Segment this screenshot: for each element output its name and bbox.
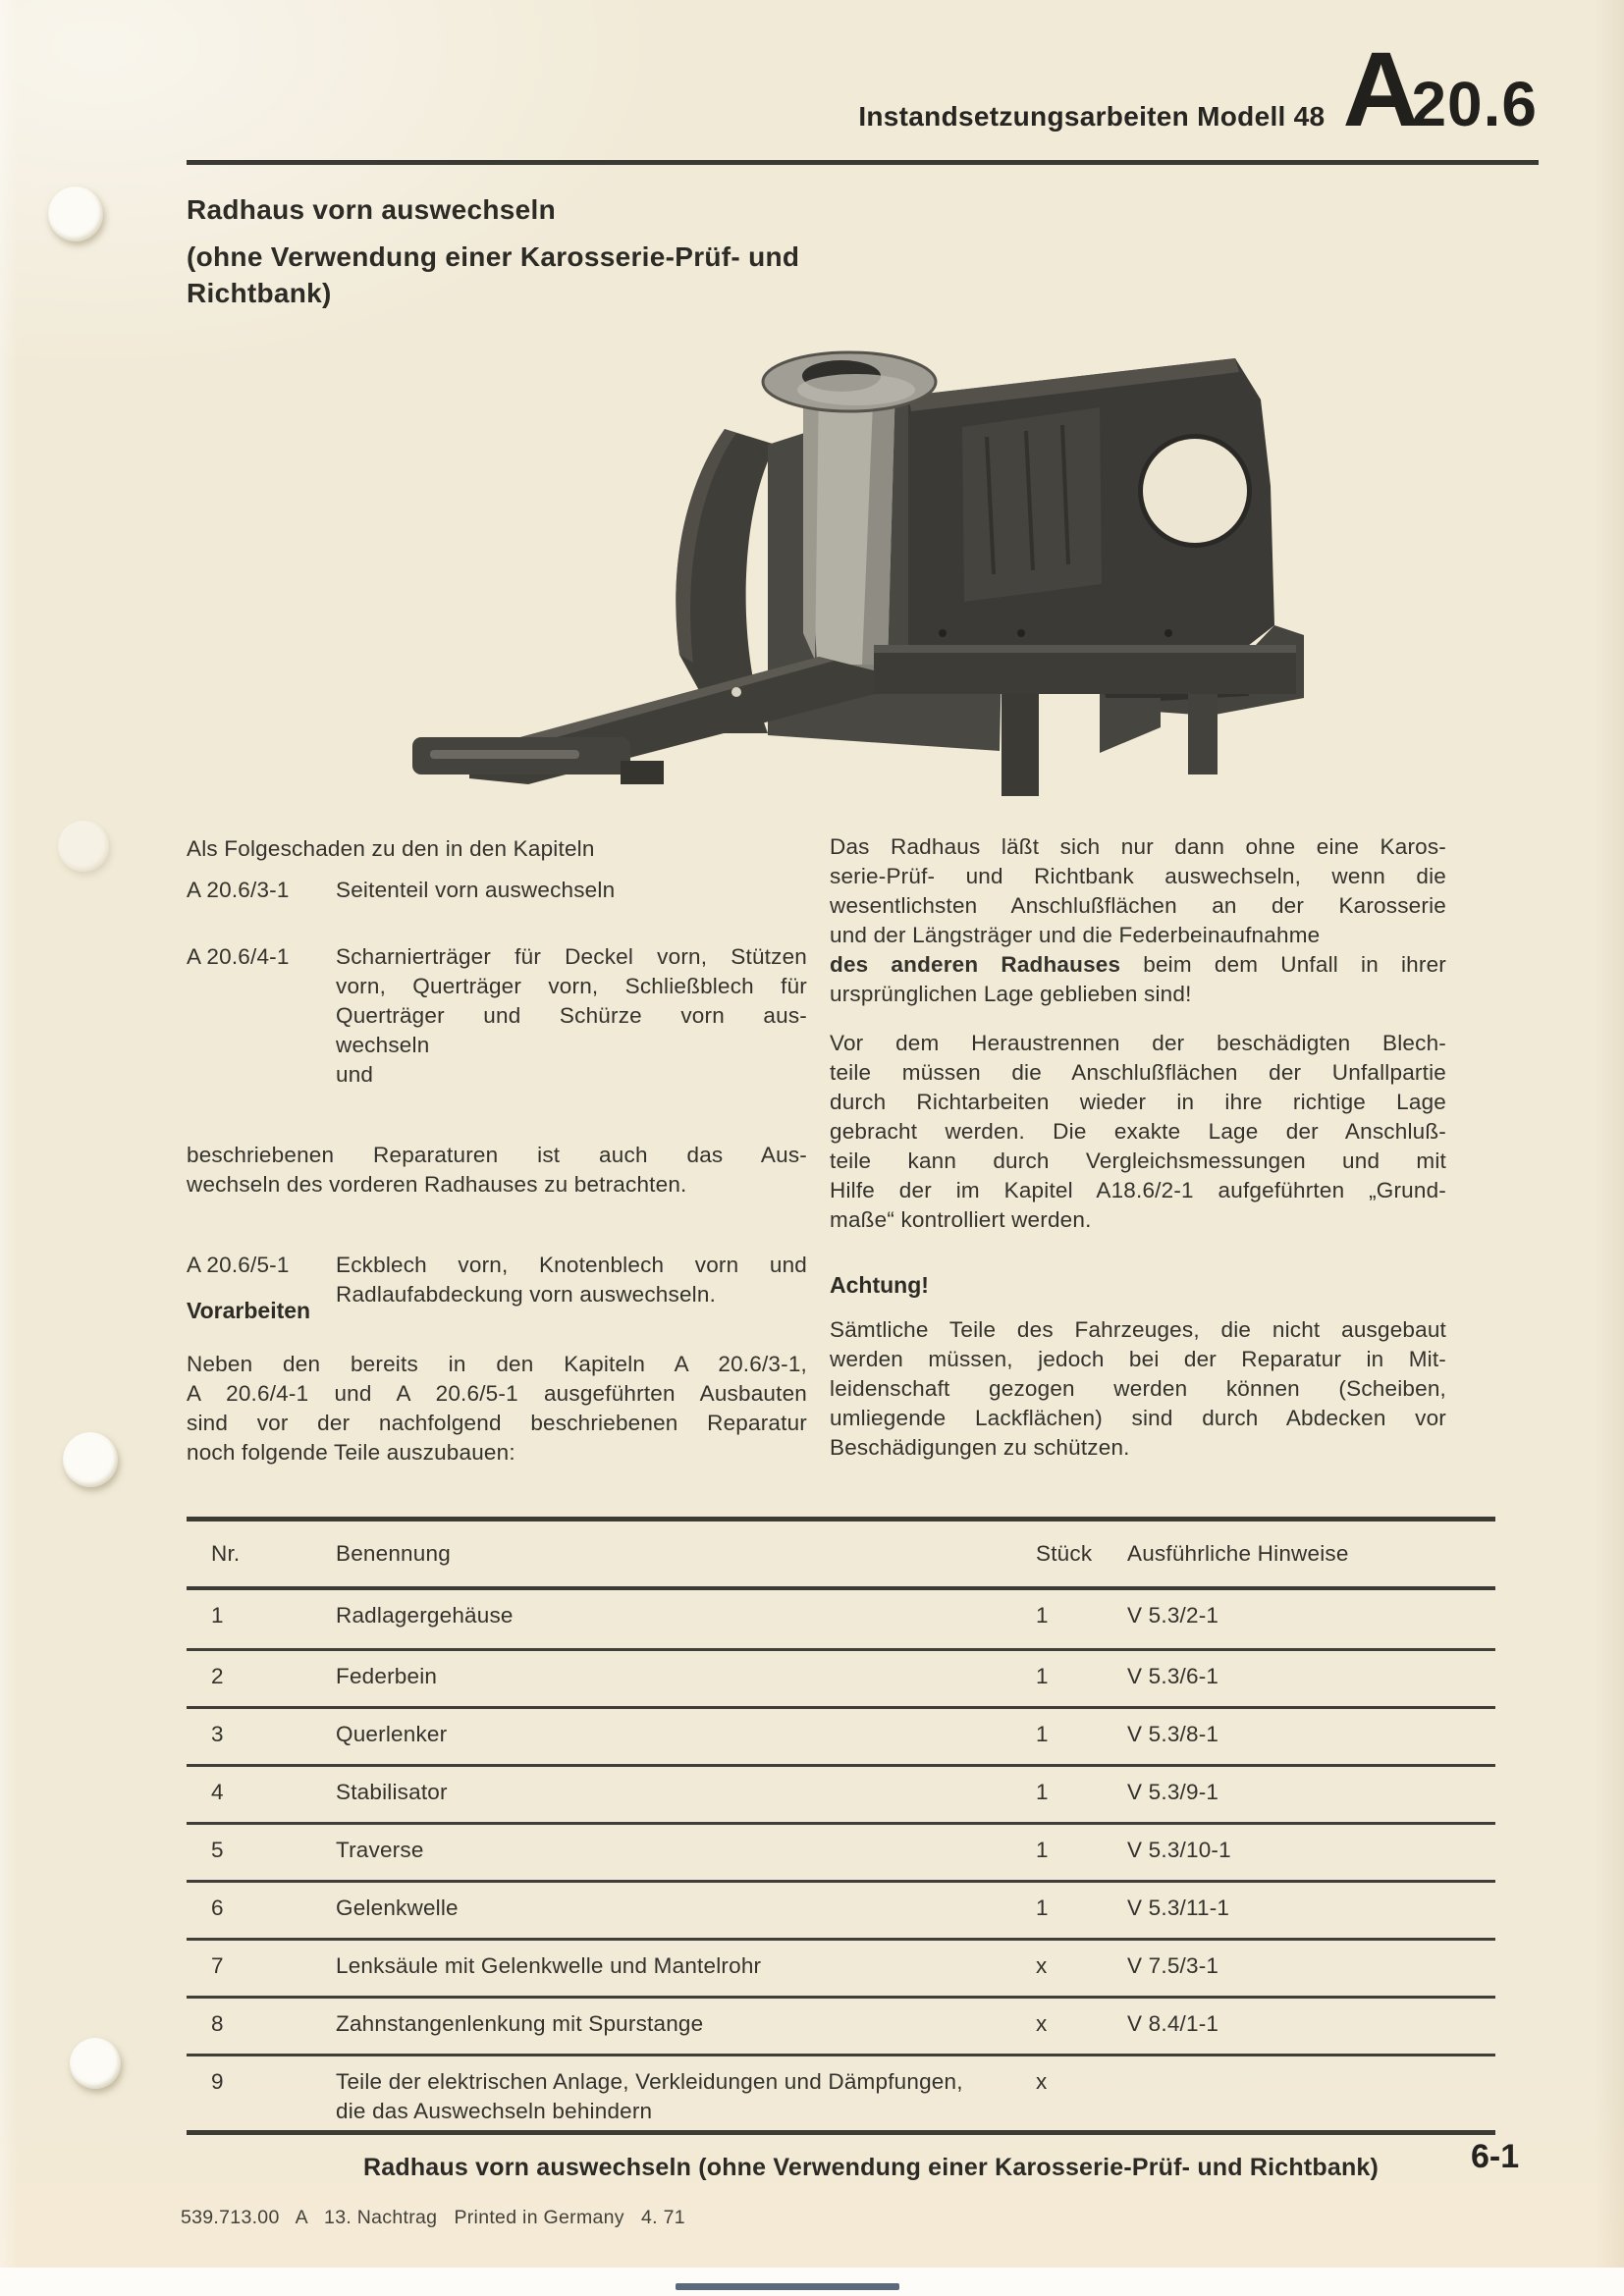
row-number: 2 — [211, 1664, 224, 1688]
reference-hint: V 5.3/9-1 — [1127, 1780, 1219, 1804]
part-name: Lenksäule mit Gelenkwelle und Mantelrohr — [336, 1953, 762, 1978]
chapter-text: Eckblech vorn, Knotenblech vorn und Radlaufabdeckung vorn auswechseln. — [336, 1253, 807, 1307]
part-name: Traverse — [336, 1838, 424, 1862]
chapter-ref: A 20.6/3-1 — [187, 878, 290, 902]
table-row — [187, 1822, 1495, 1880]
reference-hint: V 5.3/2-1 — [1127, 1603, 1219, 1628]
table-row — [187, 1996, 1495, 2054]
page-title: Radhaus vorn auswechseln — [187, 194, 556, 225]
quantity: x — [1036, 2011, 1048, 2036]
table-row — [187, 1764, 1495, 1822]
header-rule — [187, 160, 1539, 165]
paragraph-richtarbeiten: Vor dem Heraustrennen der beschädigten Blech- teile müssen die Anschlußflächen der Unfallpartie durch Richtarbeiten wieder in ihre richtige Lage gebracht werden. Die exakte Lage der Anschluß- teile kann durch Vergleichsmessungen und mit Hilfe der im Kapitel A18.6/2-1 aufgeführten „Grund- maße“ kontrolliert werden. — [830, 1031, 1446, 1232]
row-number: 3 — [211, 1722, 224, 1746]
part-name: Radlagergehäuse — [336, 1603, 514, 1628]
row-number: 6 — [211, 1896, 224, 1920]
page-subtitle: (ohne Verwendung einer Karosserie-Prüf- und Richtbank) — [187, 241, 800, 308]
part-name: Zahnstangenlenkung mit Spurstange — [336, 2011, 704, 2036]
table-row — [187, 1880, 1495, 1938]
achtung-paragraph: Sämtliche Teile des Fahrzeuges, die nicht ausgebaut werden müssen, jedoch bei der Reparatur in Mit- leidenschaft gezogen werden können (Scheiben, umliegende Lackflächen) sind durch Abdecken vor Beschädigungen zu schützen. — [830, 1317, 1446, 1460]
table-row — [187, 1938, 1495, 1996]
bold-line-rest: beim dem Unfall in ihrer — [1120, 952, 1446, 977]
row-number: 9 — [211, 2069, 224, 2094]
punch-hole — [58, 821, 109, 872]
header-hinweise: Ausführliche Hinweise — [1127, 1541, 1349, 1566]
punch-hole — [63, 1432, 118, 1487]
chapter-code-letter: A — [1342, 29, 1418, 148]
closing-paragraph: beschriebenen Reparaturen ist auch das Aus- wechseln des vorderen Radhauses zu betrachten. — [187, 1143, 807, 1197]
imprint-line: 539.713.00 A 13. Nachtrag Printed in Germany 4. 71 — [181, 2207, 685, 2228]
quantity: x — [1036, 1953, 1048, 1978]
reference-hint: V 5.3/11-1 — [1127, 1896, 1230, 1920]
table-header-row — [187, 1522, 1495, 1590]
reference-hint: V 7.5/3-1 — [1127, 1953, 1219, 1978]
table-row — [187, 1648, 1495, 1706]
part-name: Gelenkwelle — [336, 1896, 459, 1920]
header-benennung: Benennung — [336, 1541, 451, 1566]
page-header — [858, 29, 1538, 148]
paragraph-lines: Das Radhaus läßt sich nur dann ohne eine Karos- serie-Prüf- und Richtbank auswechseln, wenn die wesentlichsten Anschlußflächen an der Karosserie und der Längsträger und die Federbeinaufnahme — [830, 834, 1446, 947]
punch-hole — [48, 187, 103, 241]
chapter-text: Scharnierträger für Deckel vorn, Stützen vorn, Querträger vorn, Schließblech für Querträger und Schürze vorn aus- wechseln und — [336, 944, 807, 1087]
page-bottom-edge — [0, 2268, 1624, 2296]
vorarbeiten-paragraph: Neben den bereits in den Kapiteln A 20.6/3-1, A 20.6/4-1 und A 20.6/5-1 ausgeführten Ausbauten sind vor der nachfolgend beschriebenen Reparatur noch folgende Teile auszubauen: — [187, 1352, 807, 1465]
punch-hole — [70, 2038, 121, 2089]
row-number: 5 — [211, 1838, 224, 1862]
paragraph-radhaus — [830, 832, 1446, 1009]
row-number: 4 — [211, 1780, 224, 1804]
quantity: 1 — [1036, 1780, 1049, 1804]
header-nr: Nr. — [211, 1541, 241, 1566]
quantity: 1 — [1036, 1722, 1049, 1746]
footer-title: Radhaus vorn auswechseln (ohne Verwendung einer Karosserie-Prüf- und Richtbank) — [363, 2154, 1380, 2181]
part-name: Teile der elektrischen Anlage, Verkleidungen und Dämpfungen, die das Auswechseln behindern — [336, 2069, 963, 2123]
reference-hint: V 5.3/8-1 — [1127, 1722, 1219, 1746]
row-number: 8 — [211, 2011, 224, 2036]
header-stueck: Stück — [1036, 1541, 1093, 1566]
quantity: 1 — [1036, 1603, 1049, 1628]
quantity: x — [1036, 2069, 1048, 2094]
part-name: Stabilisator — [336, 1780, 448, 1804]
achtung-heading: Achtung! — [830, 1272, 929, 1298]
wheel-housing-photo — [412, 339, 1306, 800]
paragraph-last-line: ursprünglichen Lage geblieben sind! — [830, 982, 1192, 1006]
reference-hint: V 8.4/1-1 — [1127, 2011, 1219, 2036]
bold-phrase: des anderen Radhauses — [830, 952, 1121, 977]
row-number: 7 — [211, 1953, 224, 1978]
paragraph-bold-line — [830, 950, 1446, 980]
scan-artifact-dash — [676, 2283, 899, 2290]
table-row — [187, 1590, 1495, 1648]
chapter-ref: A 20.6/4-1 — [187, 944, 290, 969]
chapter-code — [1342, 29, 1538, 148]
reference-hint: V 5.3/10-1 — [1127, 1838, 1231, 1862]
parts-table — [187, 1517, 1495, 2135]
chapter-item — [187, 876, 807, 905]
quantity: 1 — [1036, 1664, 1049, 1688]
intro-line: Als Folgeschaden zu den in den Kapiteln — [187, 836, 595, 861]
table-row — [187, 2054, 1495, 2130]
page-number: 6-1 — [1471, 2138, 1520, 2175]
row-number: 1 — [211, 1603, 224, 1628]
chapter-ref: A 20.6/5-1 — [187, 1253, 290, 1277]
chapter-code-number: 20.6 — [1411, 69, 1538, 139]
part-name: Federbein — [336, 1664, 438, 1688]
section-label: Instandsetzungsarbeiten Modell 48 — [858, 101, 1326, 132]
part-name: Querlenker — [336, 1722, 448, 1746]
reference-hint: V 5.3/6-1 — [1127, 1664, 1219, 1688]
quantity: 1 — [1036, 1838, 1049, 1862]
table-row — [187, 1706, 1495, 1764]
chapter-text: Seitenteil vorn auswechseln — [336, 878, 616, 902]
quantity: 1 — [1036, 1896, 1049, 1920]
reference-hint — [1127, 2069, 1495, 2130]
chapter-item — [187, 942, 807, 1090]
vorarbeiten-heading: Vorarbeiten — [187, 1298, 311, 1323]
